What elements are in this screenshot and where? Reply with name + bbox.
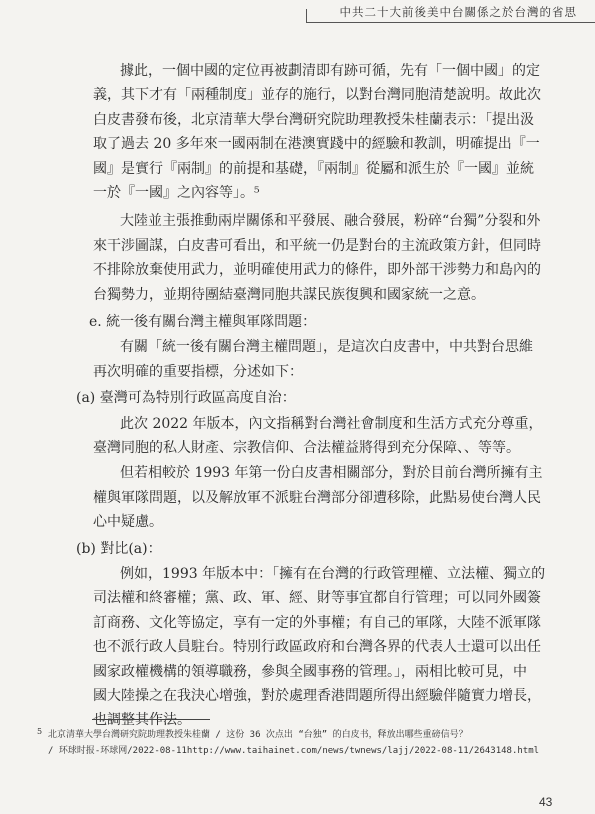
subsection-heading: (b) 對比(a)： (76, 541, 162, 557)
paragraph-line: 國』是實行『兩制』的前提和基礎，『兩制』從屬和派生於『一國』並統 (93, 161, 534, 177)
paragraph-line: 大陸並主張推動兩岸關係和平發展、融合發展，粉碎“台獨”分裂和外 (120, 213, 541, 229)
paragraph-line: 臺灣同胞的私人財產、宗教信仰、合法權益將得到充分保障、、等等。 (93, 440, 520, 456)
paragraph-line: 不排除放棄使用武力，並明確使用武力的條件，即外部干涉勢力和島內的 (93, 262, 541, 278)
paragraph-line: 取了過去 20 多年來一國兩制在港澳實踐中的經驗和教訓，明確提出『一 (93, 136, 540, 152)
paragraph-line: 也調整其作法。 (93, 712, 191, 728)
running-header: 中共二十大前後美中台關係之於台灣的省思 (339, 5, 577, 19)
paragraph-line: 台獨勢力，並期待團結臺灣同胞共謀民族復興和國家統一之意。 (93, 287, 485, 303)
paragraph-line: 有關「統一後有關台灣主權問題」，是這次白皮書中，中共對台思維 (120, 339, 533, 355)
paragraph-line: 但若相較於 1993 年第一份白皮書相關部分，對於目前台灣所擁有主 (120, 465, 543, 481)
paragraph-line: 白皮書發布後，北京清華大學台灣研究院助理教授朱桂蘭表示：「提出汲 (93, 112, 534, 128)
paragraph-line: 此次 2022 年版本，內文指稱對台灣社會制度和生活方式充分尊重， (120, 416, 543, 432)
header-rule (306, 22, 595, 23)
paragraph-line: 國大陸操之在我決心增強，對於處理香港問題所得出經驗伴隨實力增長， (93, 688, 541, 704)
paragraph-line: 權與軍隊問題，以及解放軍不派駐台灣部分卻遭移除，此點易使台灣人民 (93, 490, 541, 506)
paragraph-line: 例如，1993 年版本中：「擁有在台灣的行政管理權、立法權、獨立的 (120, 566, 546, 582)
paragraph-line: 國家政權機構的領導職務，參與全國事務的管理。」，兩相比較可見，中 (93, 664, 527, 680)
header-tick (306, 9, 307, 22)
paragraph-line: 再次明確的重要指標，分述如下： (93, 364, 303, 380)
section-heading: e. 統一後有關台灣主權與軍隊問題： (89, 314, 317, 330)
paragraph-line: 司法權和終審權；黨、政、軍、經、財等事宜都自行管理；可以同外國簽 (93, 590, 541, 606)
footnote-line: / 环球时报-环球网/2022-08-11http://www.taihainet.com/news/twnews/lajj/2022-08-11/2643148.html (48, 746, 540, 756)
paragraph-line: 訂商務、文化等協定，享有一定的外事權；有自己的軍隊，大陸不派軍隊 (93, 615, 541, 631)
page-number: 43 (539, 795, 553, 809)
subsection-heading: (a) 臺灣可為特別行政區高度自治： (76, 390, 296, 406)
paragraph-line: 據此，一個中國的定位再被劃清即有跡可循，先有「一個中國」的定 (120, 63, 540, 79)
paragraph-line: 來干涉圖謀，白皮書可看出，和平統一仍是對台的主流政策方針，但同時 (93, 238, 541, 254)
paragraph-line: 一於『一國』之內容等」。⁵ (93, 185, 260, 201)
footnote-mark: 5 (37, 727, 43, 736)
footnote-line: 北京清華大學台灣研究院助理教授朱桂蘭 / 这份 36 次点出 “台独” 的白皮书，释放出哪些重磅信号？ (48, 730, 468, 740)
paragraph-line: 心中疑慮。 (93, 514, 163, 530)
footnote-rule (92, 719, 210, 720)
paragraph-line: 也不派行政人員駐台。特別行政區政府和台灣各界的代表人士還可以出任 (93, 639, 541, 655)
paragraph-line: 義，其下才有「兩種制度」並存的施行，以對台灣同胞清楚說明。故此次 (93, 87, 541, 103)
